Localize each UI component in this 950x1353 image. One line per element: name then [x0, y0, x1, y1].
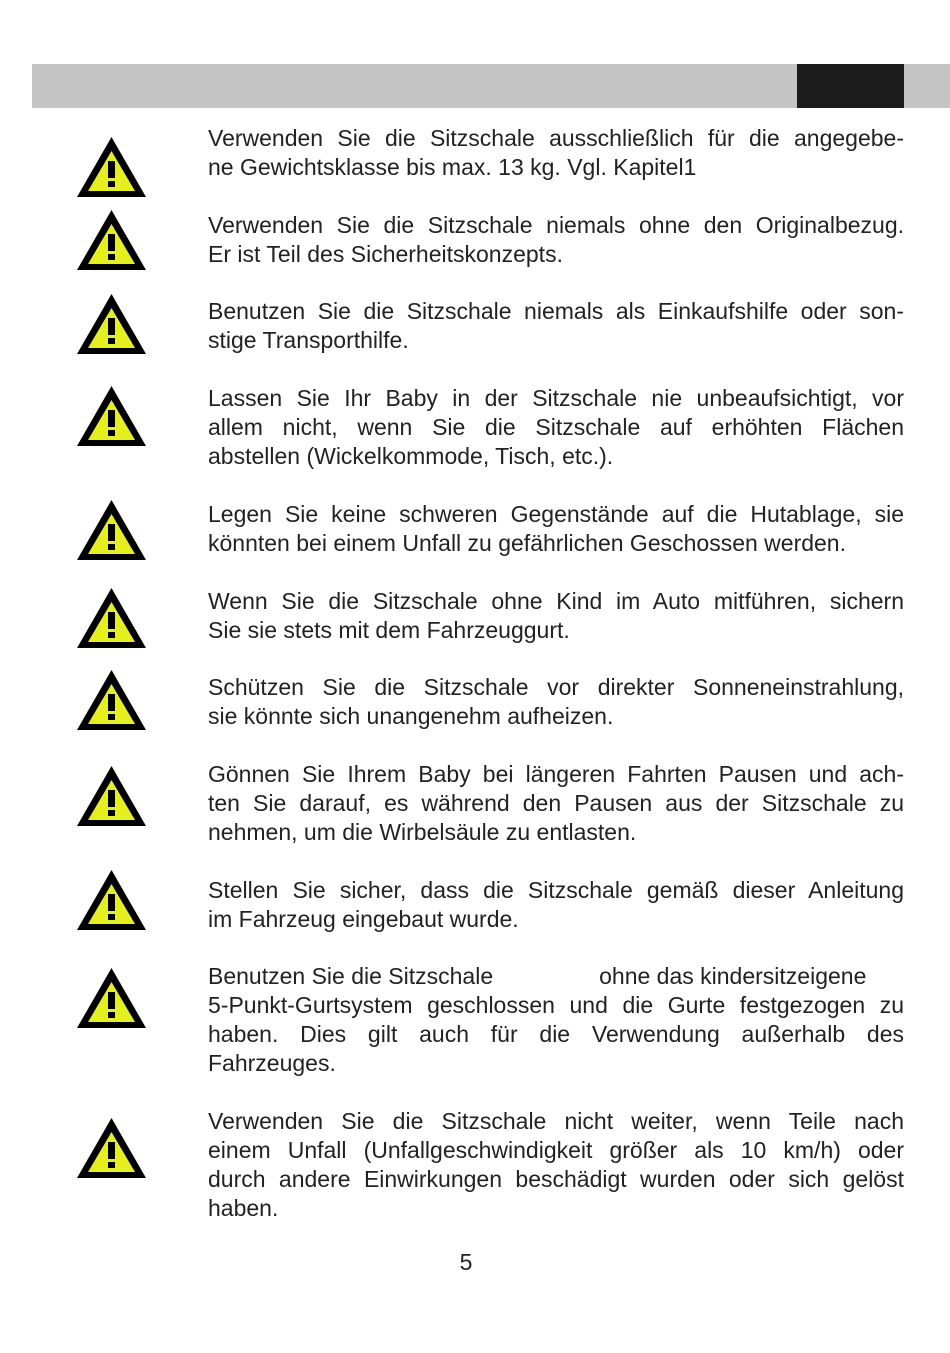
warning-triangle-icon — [75, 868, 148, 932]
warning-triangle-icon — [75, 208, 148, 272]
warning-text — [208, 1107, 904, 1223]
warning-text — [208, 876, 904, 934]
warning-text-line: ne Gewichtsklasse bis max. 13 kg. Vgl. Kapitel1 — [208, 154, 697, 180]
warning-text — [208, 124, 904, 182]
warning-text — [208, 384, 904, 471]
warning-text — [208, 587, 904, 645]
warning-text-line: ten Sie darauf, es während den Pausen aus der Sitzschale zu — [208, 790, 904, 816]
warning-text-line: stige Transporthilfe. — [208, 327, 409, 353]
warning-text-line: sie könnte sich unangenehm aufheizen. — [208, 703, 614, 729]
header-tab — [797, 64, 904, 108]
warning-text-line: Verwenden Sie die Sitzschale nicht weiter, wenn Teile nach — [208, 1108, 904, 1134]
warning-text-line: Er ist Teil des Sicherheitskonzepts. — [208, 241, 563, 267]
warning-triangle-icon — [75, 1116, 148, 1180]
warning-text-line: einem Unfall (Unfallgeschwindigkeit größer als 10 km/h) oder — [208, 1137, 904, 1163]
warning-text-line: Benutzen Sie die Sitzschale niemals als Einkaufshilfe oder son- — [208, 298, 904, 324]
warning-text-line: allem nicht, wenn Sie die Sitzschale auf erhöhten Flächen — [208, 414, 904, 440]
warning-text-line: Wenn Sie die Sitzschale ohne Kind im Auto mitführen, sichern — [208, 588, 904, 614]
warning-text-line: Verwenden Sie die Sitzschale niemals ohne den Originalbezug. — [208, 212, 904, 238]
warning-text — [208, 500, 904, 558]
warning-triangle-icon — [75, 384, 148, 448]
warning-text-line: könnten bei einem Unfall zu gefährlichen Geschossen werden. — [208, 530, 846, 556]
warning-text — [208, 673, 904, 731]
warning-text-line: im Fahrzeug eingebaut wurde. — [208, 906, 519, 932]
warning-text — [208, 211, 904, 269]
warning-text-line: Lassen Sie Ihr Baby in der Sitzschale nie unbeaufsichtigt, vor — [208, 385, 904, 411]
warning-text-line: abstellen (Wickelkommode, Tisch, etc.). — [208, 443, 614, 469]
warning-text-line: Verwenden Sie die Sitzschale ausschließlich für die angegebe- — [208, 125, 904, 151]
page-number: 5 — [459, 1249, 473, 1275]
warning-text-line: nehmen, um die Wirbelsäule zu entlasten. — [208, 819, 637, 845]
warning-triangle-icon — [75, 586, 148, 650]
warning-triangle-icon — [75, 135, 148, 199]
warning-text-line: Stellen Sie sicher, dass die Sitzschale gemäß dieser Anleitung — [208, 877, 904, 903]
warning-text-line: Legen Sie keine schweren Gegenstände auf die Hutablage, sie — [208, 501, 904, 527]
warning-text — [208, 297, 904, 355]
warning-text-first-line: Benutzen Sie die Sitzschale ohne das kindersitzeigene — [208, 963, 867, 989]
warning-text — [208, 962, 904, 1078]
warning-text — [208, 760, 904, 847]
warning-triangle-icon — [75, 966, 148, 1030]
warning-text-line: Fahrzeuges. — [208, 1050, 336, 1076]
warning-text-line: durch andere Einwirkungen beschädigt wurden oder sich gelöst — [208, 1166, 904, 1192]
warning-text-line: 5-Punkt-Gurtsystem geschlossen und die Gurte festgezogen zu — [208, 992, 904, 1018]
warning-triangle-icon — [75, 764, 148, 828]
warning-text-line: Gönnen Sie Ihrem Baby bei längeren Fahrten Pausen und ach- — [208, 761, 904, 787]
warning-triangle-icon — [75, 292, 148, 356]
warning-triangle-icon — [75, 498, 148, 562]
warning-text-line: haben. Dies gilt auch für die Verwendung außerhalb des — [208, 1021, 904, 1047]
warning-triangle-icon — [75, 668, 148, 732]
warning-text-line: Sie sie stets mit dem Fahrzeuggurt. — [208, 617, 570, 643]
warning-text-line: Schützen Sie die Sitzschale vor direkter Sonneneinstrahlung, — [208, 674, 904, 700]
warning-text-line: haben. — [208, 1195, 279, 1221]
